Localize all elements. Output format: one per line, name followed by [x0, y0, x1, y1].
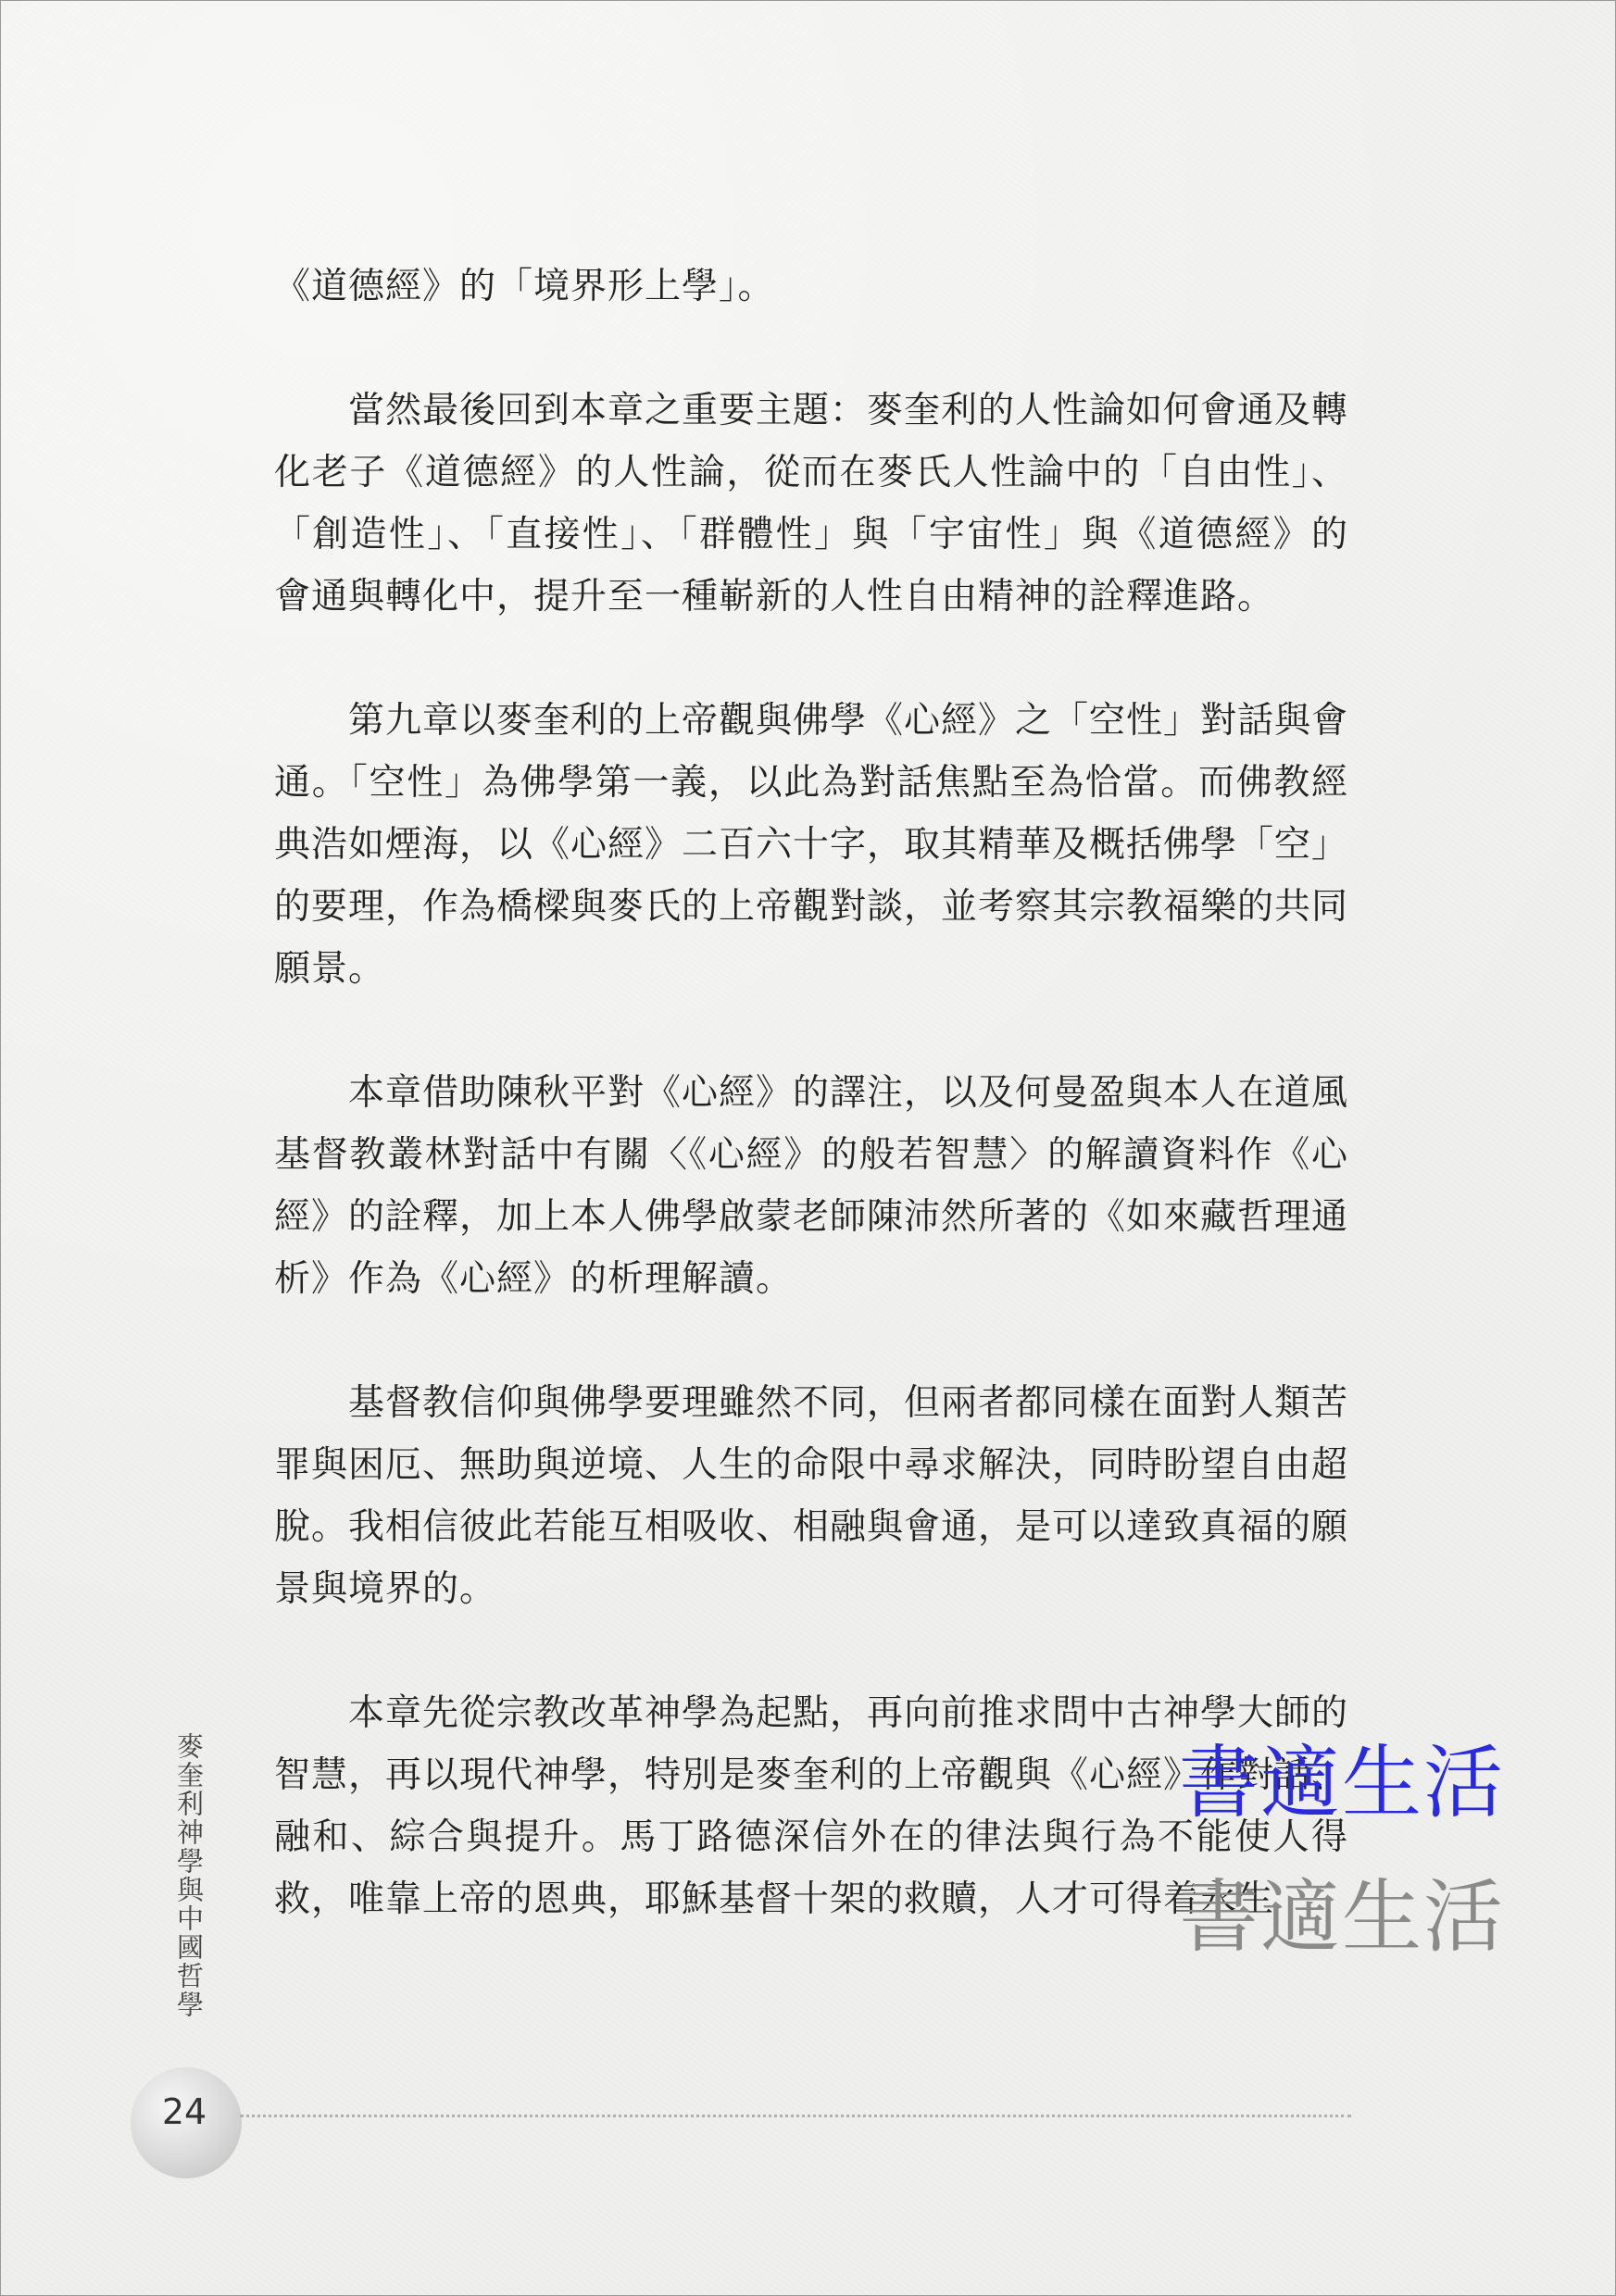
- watermark-primary: 書適生活: [1179, 1737, 1505, 1829]
- paragraph: 本章先從宗教改革神學為起點，再向前推求問中古神學大師的智慧，再以現代神學，特別是麥奎利的上帝觀與《心經》作對話、融和、綜合與提升。馬丁路德深信外在的律法與行為不能使人得救，唯靠上帝的恩典，耶穌基督十架的救贖，人才可得着永生: [274, 1692, 1349, 1920]
- paragraph: 第九章以麥奎利的上帝觀與佛學《心經》之「空性」對話與會通。「空性」為佛學第一義，以此為對話焦點至為恰當。而佛教經典浩如煙海，以《心經》二百六十字，取其精華及概括佛學「空」的要理，作為橋樑與麥氏的上帝觀對談，並考察其宗教福樂的共同願景。: [274, 700, 1349, 990]
- paragraph: 當然最後回到本章之重要主題：麥奎利的人性論如何會通及轉化老子《道德經》的人性論，從而在麥氏人性論中的「自由性」、「創造性」、「直接性」、「群體性」與「宇宙性」與《道德經》的會通與轉化中，提升至一種嶄新的人性自由精神的詮釋進路。: [274, 390, 1349, 618]
- watermark-secondary: 書適生活: [1179, 1871, 1505, 1964]
- running-book-title: 麥奎利神學與中國哲學: [173, 1732, 205, 2019]
- paragraph: 基督教信仰與佛學要理雖然不同，但兩者都同樣在面對人類苦罪與困厄、無助與逆境、人生的命限中尋求解決，同時盼望自由超脫。我相信彼此若能互相吸收、相融與會通，是可以達致真福的願景與境界的。: [274, 1382, 1349, 1610]
- paragraph: 本章借助陳秋平對《心經》的譯注，以及何曼盈與本人在道風基督教叢林對話中有關〈《心經》的般若智慧〉的解讀資料作《心經》的詮釋，加上本人佛學啟蒙老師陳沛然所著的《如來藏哲理通析》作為《心經》的析理解讀。: [274, 1072, 1349, 1300]
- footer-dotted-rule: [240, 2115, 1351, 2117]
- paragraph-continuation: 《道德經》的「境界形上學」。: [274, 266, 775, 307]
- page-number: 24: [161, 2091, 207, 2132]
